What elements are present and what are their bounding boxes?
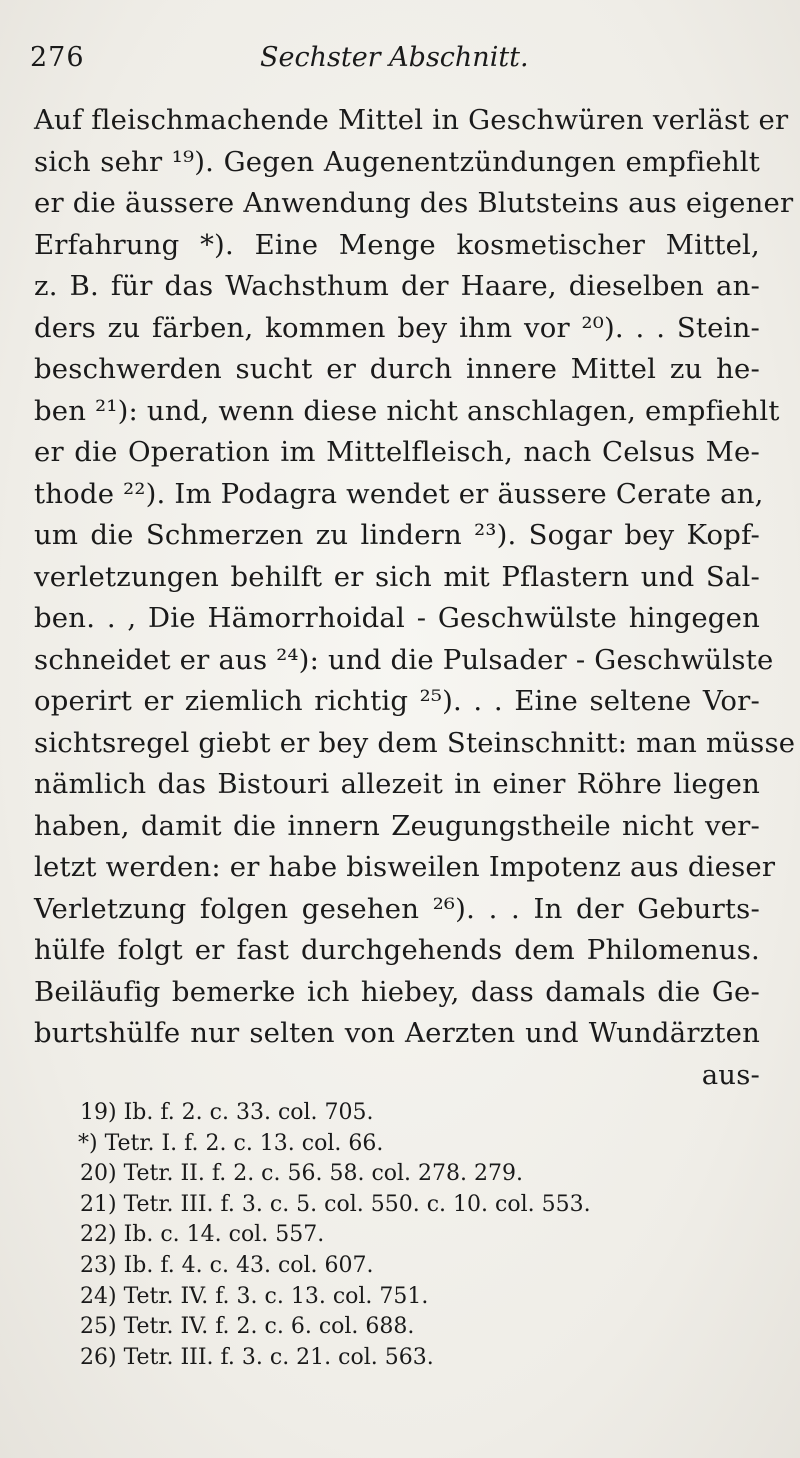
footnote: 24) Tetr. IV. f. 3. c. 13. col. 751. bbox=[80, 1283, 429, 1309]
text-line: nämlich das Bistouri allezeit in einer Röhre liegen bbox=[34, 768, 760, 800]
text-line: Beiläufig bemerke ich hiebey, dass damals die Ge- bbox=[34, 975, 760, 1008]
text-line: ders zu färben, kommen bey ihm vor ²⁰). . . Stein- bbox=[34, 311, 760, 344]
text-line: Verletzung folgen gesehen ²⁶). . . In der Geburts- bbox=[34, 892, 760, 925]
text-line: verletzungen behilft er sich mit Pflastern und Sal- bbox=[34, 560, 760, 593]
text-line: thode ²²). Im Podagra wendet er äussere Cerate an, bbox=[34, 477, 764, 510]
text-line: beschwerden sucht er durch innere Mittel zu he- bbox=[34, 353, 760, 385]
text-line: haben, damit die innern Zeugungstheile nicht ver- bbox=[34, 809, 760, 842]
text-line: ben ²¹): und, wenn diese nicht anschlagen, empfiehlt bbox=[34, 394, 780, 427]
text-line: ben. . , Die Hämorrhoidal - Geschwülste hingegen bbox=[34, 602, 760, 634]
text-line: burtshülfe nur selten von Aerzten und Wundärzten bbox=[34, 1017, 760, 1049]
running-head: Sechster Abschnitt. bbox=[260, 42, 529, 73]
text-line: schneidet er aus ²⁴): und die Pulsader - Geschwülste bbox=[34, 643, 774, 676]
page-header bbox=[30, 42, 770, 82]
text-line: sich sehr ¹⁹). Gegen Augenentzündungen empfiehlt bbox=[34, 145, 760, 178]
footnote: 20) Tetr. II. f. 2. c. 56. 58. col. 278. 279. bbox=[80, 1161, 523, 1187]
catchword: aus- bbox=[701, 1058, 760, 1091]
footnote: 22) Ib. c. 14. col. 557. bbox=[80, 1222, 325, 1248]
footnote: 25) Tetr. IV. f. 2. c. 6. col. 688. bbox=[80, 1314, 415, 1340]
footnote: 19) Ib. f. 2. c. 33. col. 705. bbox=[80, 1100, 374, 1125]
text-line: operirt er ziemlich richtig ²⁵). . . Eine seltene Vor- bbox=[34, 685, 760, 717]
text-line: hülfe folgt er fast durchgehends dem Philomenus. bbox=[34, 934, 760, 966]
footnote: 21) Tetr. III. f. 3. c. 5. col. 550. c. 10. col. 553. bbox=[80, 1191, 591, 1217]
text-line: z. B. für das Wachsthum der Haare, dieselben an- bbox=[34, 270, 760, 302]
footnote: 23) Ib. f. 4. c. 43. col. 607. bbox=[80, 1252, 374, 1278]
footnotes bbox=[80, 1098, 740, 1373]
text-line: um die Schmerzen zu lindern ²³). Sogar bey Kopf- bbox=[34, 519, 760, 551]
text-line: Erfahrung *). Eine Menge kosmetischer Mittel, bbox=[34, 228, 760, 261]
body-text bbox=[34, 100, 796, 1096]
footnote: 26) Tetr. III. f. 3. c. 21. col. 563. bbox=[80, 1344, 434, 1370]
text-line: sichtsregel giebt er bey dem Steinschnitt: man müsse bbox=[34, 726, 796, 759]
text-line: er die Operation im Mittelfleisch, nach Celsus Me- bbox=[34, 436, 760, 468]
footnote: *) Tetr. I. f. 2. c. 13. col. 66. bbox=[78, 1130, 384, 1156]
text-line: Auf fleischmachende Mittel in Geschwüren verläst er bbox=[34, 104, 789, 136]
text-line: letzt werden: er habe bisweilen Impotenz aus dieser bbox=[34, 851, 776, 883]
text-line: er die äussere Anwendung des Blutsteins aus eigener bbox=[34, 187, 794, 219]
page-number: 276 bbox=[30, 42, 85, 73]
